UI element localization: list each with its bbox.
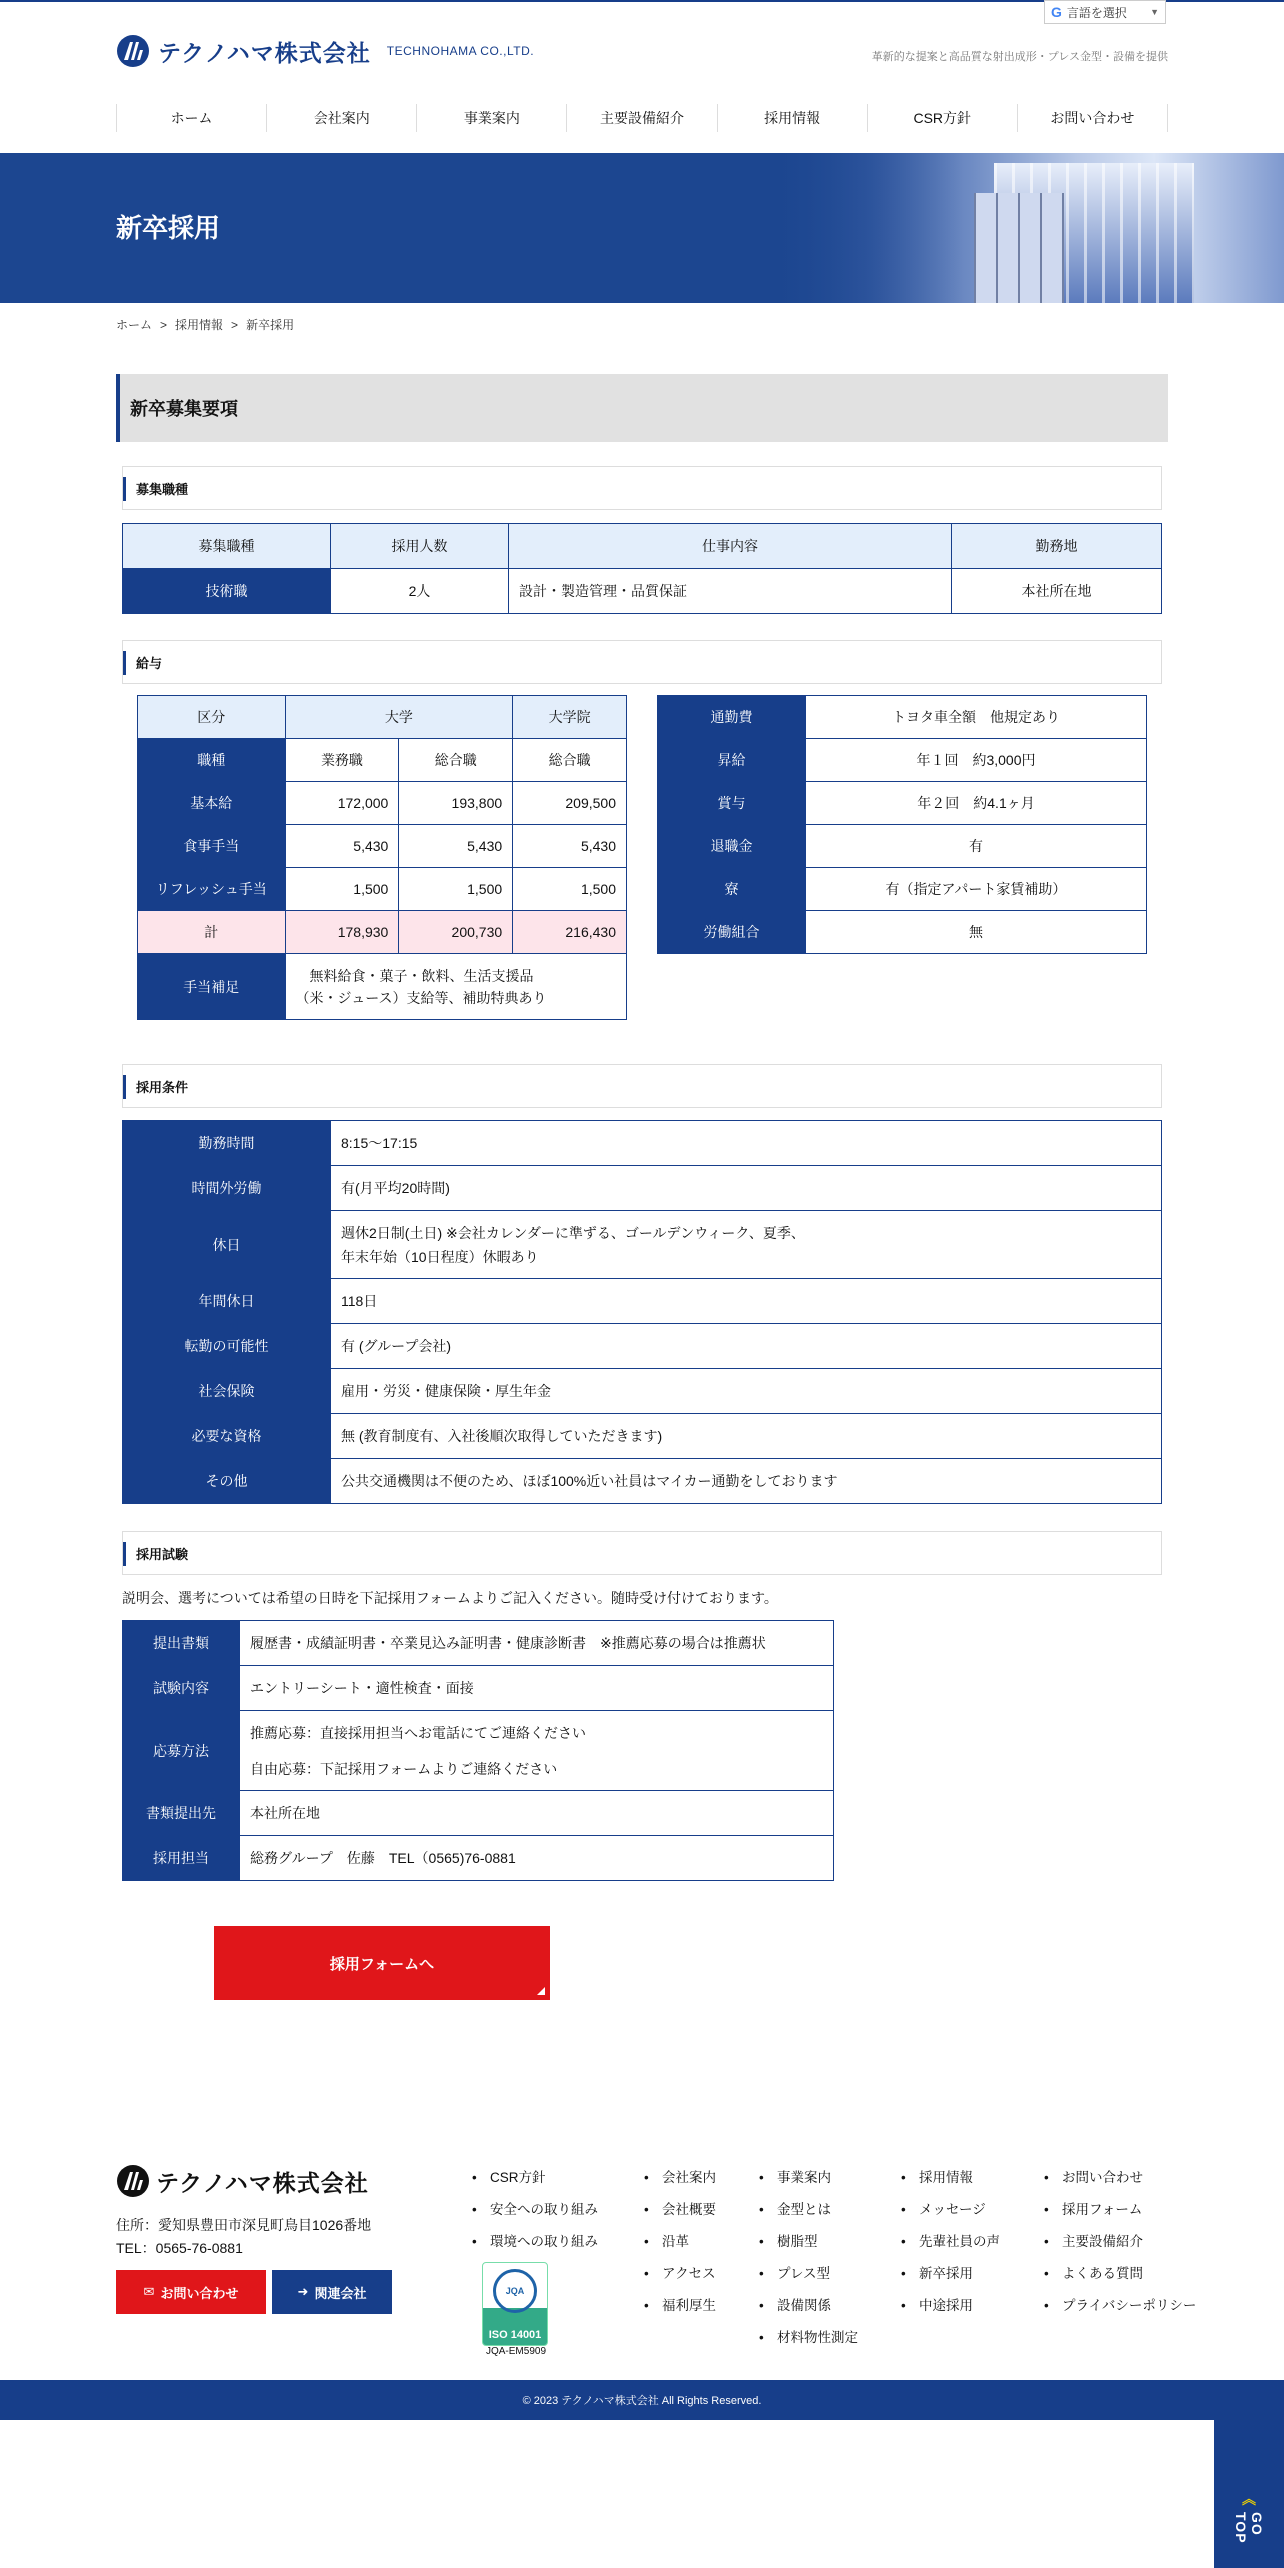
footer-address: 住所：愛知県豊田市深見町鳥目1026番地 [116,2217,372,2233]
salary-cell: 209,500 [513,782,627,825]
salary-cell: 総合職 [399,739,513,782]
circle-chevron-icon: ➜ [297,2284,309,2299]
nav-home[interactable]: ホーム [116,104,266,132]
logo-text: テクノハマ株式会社 [158,39,371,66]
footer-link[interactable]: • 環境への取り組み [470,2234,598,2266]
recruit-form-button-label: 採用フォームへ [329,1955,435,1973]
holiday-line-1: 週休2日制(土日) ※会社カレンダーに準ずる、ゴールデンウィーク、夏季、 [341,1224,805,1241]
nav-equipment[interactable]: 主要設備紹介 [566,104,716,132]
footer-link[interactable]: • 採用フォーム [1042,2202,1196,2234]
benefit-value: 有 [806,825,1147,868]
salary-header-kubun: 区分 [138,696,286,739]
method-line-1: 推薦応募：直接採用担当へお電話にてご連絡ください [250,1724,586,1741]
breadcrumb-recruit[interactable]: 採用情報 [175,318,224,332]
benefit-value: 年１回 約3,000円 [806,739,1147,782]
footer-link[interactable]: • 主要設備紹介 [1042,2234,1196,2266]
footer-tel: TEL：0565-76-0881 [116,2240,243,2256]
condition-value: 118日 [331,1279,1162,1324]
salary-cell: 総合職 [513,739,627,782]
breadcrumb-home[interactable]: ホーム [116,318,153,332]
salary-cell-total: 200,730 [399,911,513,954]
jobs-header-count: 採用人数 [331,524,509,569]
condition-label: 社会保険 [123,1369,331,1414]
condition-value: 有 (グループ会社) [331,1324,1162,1369]
salary-label-meal: 食事手当 [138,825,286,868]
jobs-header-work: 仕事内容 [509,524,952,569]
benefit-label: 昇給 [658,739,806,782]
salary-cell: 1,500 [513,868,627,911]
condition-value: 無 (教育制度有、入社後順次取得していただきます) [331,1414,1162,1459]
condition-value-holiday [331,1211,1162,1279]
exam-value: 本社所在地 [240,1791,834,1836]
iso-badge-label: ISO 14001 [488,2329,542,2341]
salary-header-university: 大学 [285,696,513,739]
condition-label: 勤務時間 [123,1121,331,1166]
footer-link[interactable]: • 事業案内 [757,2170,858,2202]
jobs-subheading: 募集職種 [122,466,1162,510]
condition-label: 年間休日 [123,1279,331,1324]
benefit-label: 賞与 [658,782,806,825]
breadcrumb: ホーム > 採用情報 > 新卒採用 [116,318,295,332]
condition-value: 8:15～17:15 [331,1121,1162,1166]
conditions-subheading: 採用条件 [122,1064,1162,1108]
benefit-label: 寮 [658,868,806,911]
nav-recruit[interactable]: 採用情報 [717,104,867,132]
footer-link[interactable]: • メッセージ [899,2202,1000,2234]
jobs-location: 本社所在地 [952,569,1162,614]
iso-badge [482,2262,548,2346]
iso-mark: JQA [493,2269,537,2313]
footer-link[interactable]: • 会社概要 [642,2202,716,2234]
exam-value: 履歴書・成績証明書・卒業見込み証明書・健康診断書 ※推薦応募の場合は推薦状 [240,1621,834,1666]
footer-related-label: 関連会社 [314,2285,367,2301]
condition-value: 雇用・労災・健康保険・厚生年金 [331,1369,1162,1414]
double-chevron-up-icon: ︽ [1242,2491,1256,2507]
go-top-button[interactable] [1214,2408,1284,2568]
footer-col-contact [1042,2170,1196,2330]
exam-label: 応募方法 [123,1711,240,1791]
salary-header-graduate: 大学院 [513,696,627,739]
chevron-down-icon: ▼ [1150,7,1159,17]
footer-link[interactable]: • 金型とは [757,2202,858,2234]
salary-label-total: 計 [138,911,286,954]
exam-label: 試験内容 [123,1666,240,1711]
corner-arrow-icon [537,1987,545,1995]
footer-link[interactable]: • 先輩社員の声 [899,2234,1000,2266]
exam-label: 書類提出先 [123,1791,240,1836]
footer-link[interactable]: • 設備関係 [757,2298,858,2330]
method-line-2: 自由応募：下記採用フォームよりご連絡ください [250,1760,558,1777]
footer-contact-button[interactable] [116,2270,266,2314]
footer-link[interactable]: • プレス型 [757,2266,858,2298]
footer-address-block [116,2214,371,2260]
page-title: 新卒採用 [116,213,221,243]
salary-cell: 業務職 [285,739,399,782]
footer-link[interactable]: • アクセス [642,2266,716,2298]
language-selector[interactable] [1044,0,1166,24]
exam-note: 説明会、選考については希望の日時を下記採用フォームよりご記入ください。随時受け付けております。 [122,1590,778,1606]
jobs-header-type: 募集職種 [123,524,331,569]
google-icon: G [1051,4,1062,20]
iso-code: JQA-EM5909 [485,2346,547,2357]
exam-value: エントリーシート・適性検査・面接 [240,1666,834,1711]
allowance-line-2: （米・ジュース）支給等、補助特典あり [295,989,547,1006]
salary-cell-total: 216,430 [513,911,627,954]
salary-cell: 1,500 [285,868,399,911]
iso-certification [482,2262,550,2357]
footer-logo[interactable] [116,2164,369,2198]
footer-link[interactable]: • 新卒採用 [899,2266,1000,2298]
salary-cell: 172,000 [285,782,399,825]
salary-allowance-note [285,954,626,1020]
footer-link[interactable]: • 会社案内 [642,2170,716,2202]
hero-building-image [764,153,1284,303]
nav-company[interactable]: 会社案内 [266,104,416,132]
footer-col-company [642,2170,716,2330]
nav-contact[interactable]: お問い合わせ [1017,104,1168,132]
condition-label: 休日 [123,1211,331,1279]
salary-cell: 5,430 [399,825,513,868]
language-label: 言語を選択 [1066,5,1127,20]
copyright-bar: © 2023 テクノハマ株式会社 All Rights Reserved. [0,2380,1284,2420]
salary-label-job: 職種 [138,739,286,782]
jobs-type: 技術職 [123,569,331,614]
allowance-line-1: 無料給食・菓子・飲料、生活支援品 [309,967,534,984]
jobs-header-location: 勤務地 [952,524,1162,569]
benefit-value: 無 [806,911,1147,954]
exam-label: 提出書類 [123,1621,240,1666]
recruit-form-button[interactable] [214,1926,550,2000]
jobs-table [122,523,1162,614]
jobs-count: 2人 [331,569,509,614]
exam-subheading: 採用試験 [122,1531,1162,1575]
footer-link[interactable]: • 材料物性測定 [757,2330,858,2362]
holiday-line-2: 年末年始（10日程度）休暇あり [341,1248,539,1265]
benefit-label: 通勤費 [658,696,806,739]
condition-label: 転勤の可能性 [123,1324,331,1369]
footer-link[interactable]: • お問い合わせ [1042,2170,1196,2202]
conditions-table [122,1120,1162,1504]
exam-value: 総務グループ 佐藤 TEL（0565)76-0881 [240,1836,834,1881]
salary-cell-total: 178,930 [285,911,399,954]
exam-table [122,1620,834,1881]
salary-cell: 5,430 [513,825,627,868]
footer-col-recruit [899,2170,1000,2330]
exam-label: 採用担当 [123,1836,240,1881]
benefit-label: 退職金 [658,825,806,868]
footer-logo-text: テクノハマ株式会社 [156,2169,369,2196]
condition-value: 公共交通機関は不便のため、ほぼ100%近い社員はマイカー通勤をしております [331,1459,1162,1504]
site-tagline: 革新的な提案と高品質な射出成形・プレス金型・設備を提供 [871,51,1168,63]
benefit-label: 労働組合 [658,911,806,954]
salary-table [137,695,627,1020]
salary-subheading: 給与 [122,640,1162,684]
footer-col-csr [470,2170,598,2266]
footer-related-button[interactable] [272,2270,392,2314]
logo-english: TECHNOHAMA CO.,LTD. [386,44,535,58]
section-title: 新卒募集要項 [116,374,1168,442]
footer-link[interactable]: • 福利厚生 [642,2298,716,2330]
benefit-value: 有（指定アパート家賃補助） [806,868,1147,911]
logo-mark-icon [116,34,150,68]
footer-link[interactable]: • よくある質問 [1042,2266,1196,2298]
salary-label-allowance: 手当補足 [138,954,286,1020]
breadcrumb-current: 新卒採用 [246,318,295,332]
site-logo[interactable] [116,34,534,68]
salary-cell: 1,500 [399,868,513,911]
condition-label: 時間外労働 [123,1166,331,1211]
exam-value-method [240,1711,834,1791]
footer-col-business [757,2170,858,2362]
jobs-work: 設計・製造管理・品質保証 [509,569,952,614]
go-top-label: GO TOP [1233,2512,1265,2544]
benefit-value: トヨタ車全額 他規定あり [806,696,1147,739]
salary-label-base: 基本給 [138,782,286,825]
benefit-value: 年２回 約4.1ヶ月 [806,782,1147,825]
benefits-table [657,695,1147,954]
footer-logo-mark-icon [116,2164,150,2198]
footer-link[interactable]: • プライバシーポリシー [1042,2298,1196,2330]
footer-link[interactable]: • 安全への取り組み [470,2202,598,2234]
condition-label: 必要な資格 [123,1414,331,1459]
footer-link[interactable]: • 樹脂型 [757,2234,858,2266]
footer-contact-label: お問い合わせ [160,2285,239,2301]
condition-value: 有(月平均20時間) [331,1166,1162,1211]
global-nav [116,104,1168,132]
salary-cell: 5,430 [285,825,399,868]
salary-cell: 193,800 [399,782,513,825]
footer-link[interactable]: • 沿革 [642,2234,716,2266]
footer-link[interactable]: • 中途採用 [899,2298,1000,2330]
salary-label-refresh: リフレッシュ手当 [138,868,286,911]
nav-business[interactable]: 事業案内 [416,104,566,132]
nav-csr[interactable]: CSR方針 [867,104,1017,132]
footer-link[interactable]: • CSR方針 [470,2170,598,2202]
footer-link[interactable]: • 採用情報 [899,2170,1000,2202]
condition-label: その他 [123,1459,331,1504]
mail-icon: ✉ [143,2284,155,2299]
